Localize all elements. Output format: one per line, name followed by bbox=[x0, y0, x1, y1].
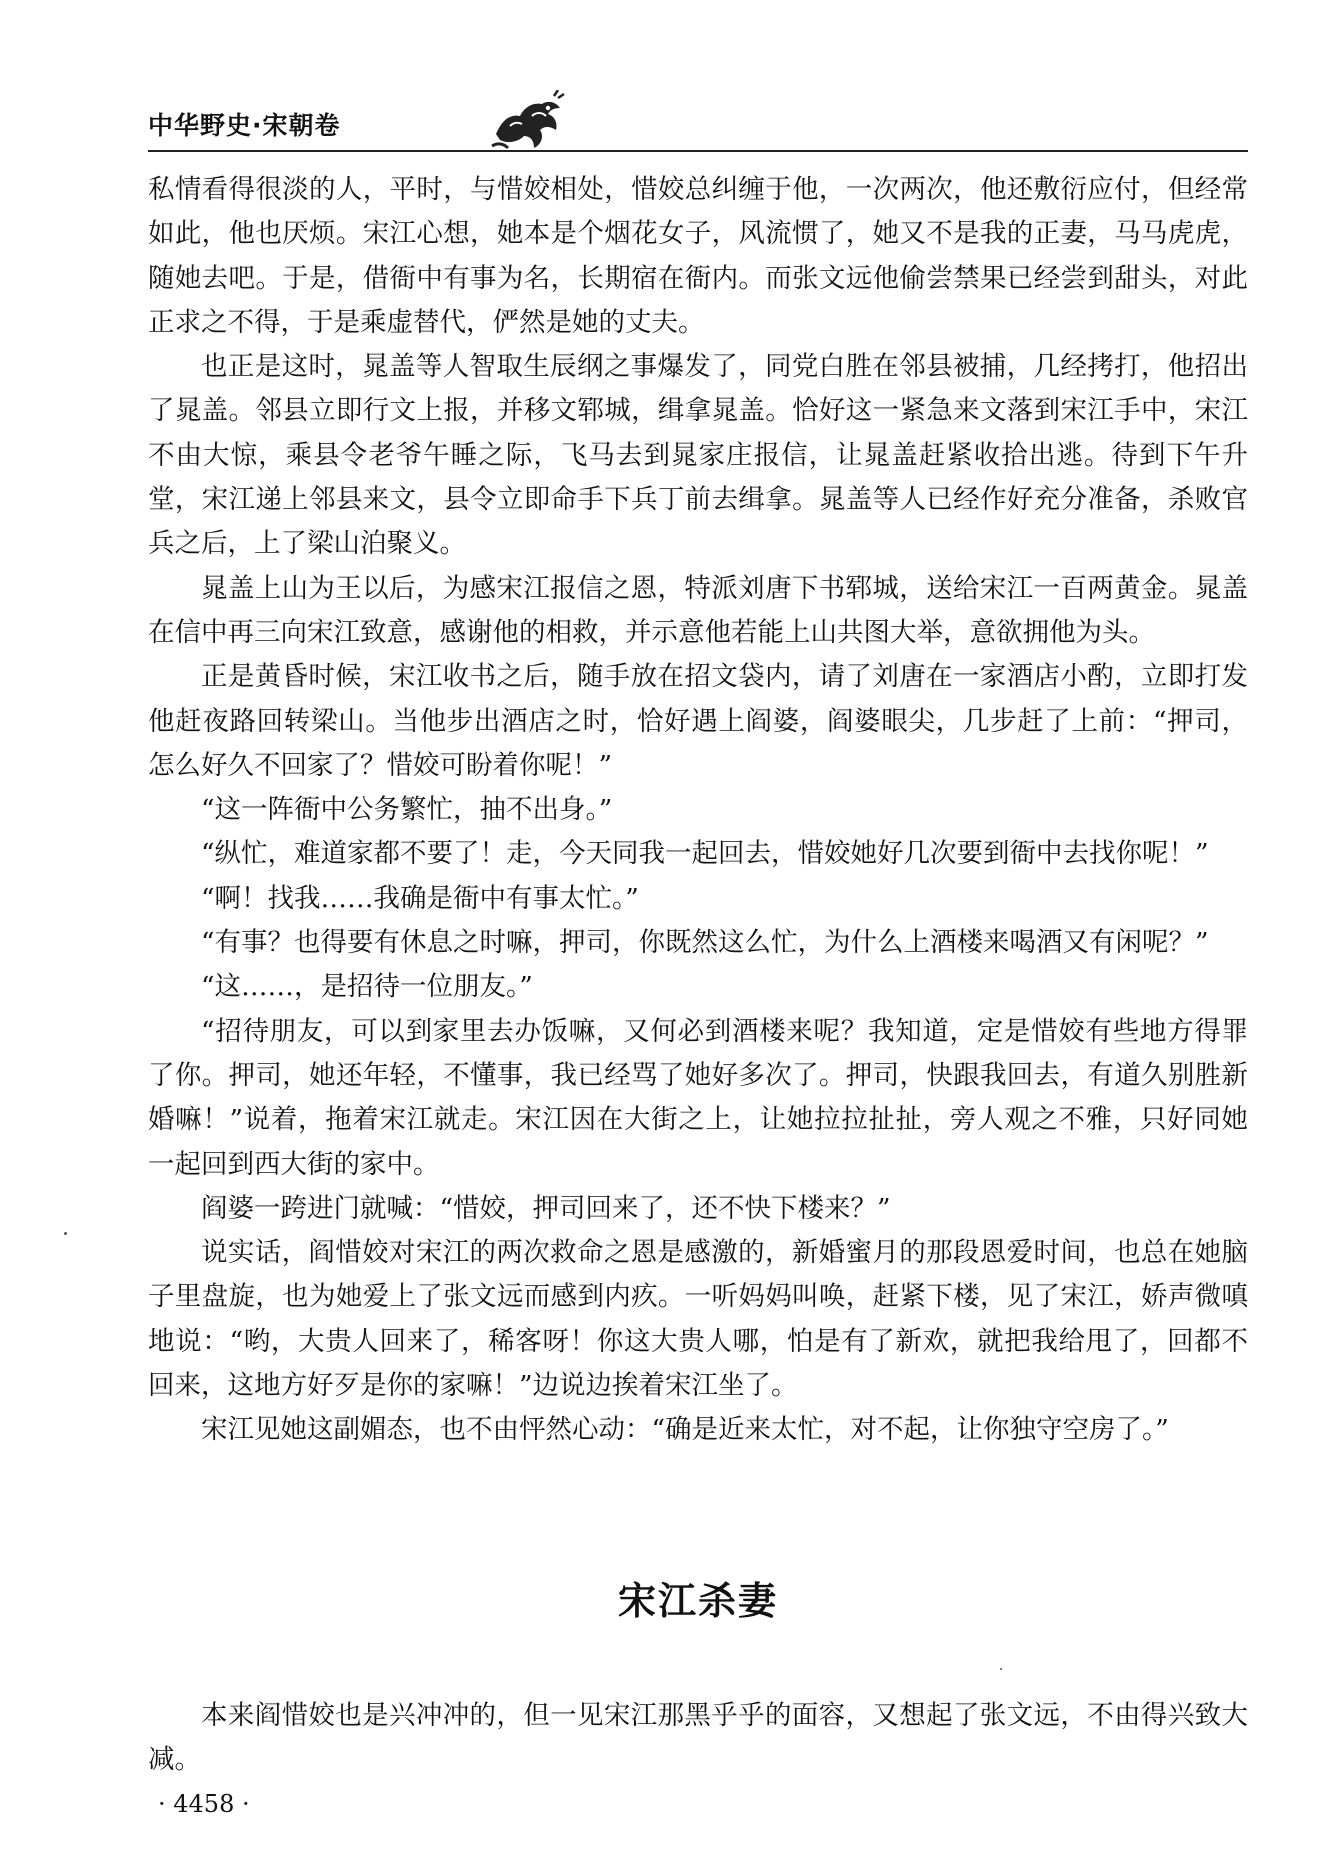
paragraph: 晁盖上山为王以后，为感宋江报信之恩，特派刘唐下书郓城，送给宋江一百两黄金。晁盖在信中再三向宋江致意，感谢他的相救，并示意他若能上山共图大举，意欲拥他为头。 bbox=[148, 572, 1248, 648]
paragraph: 私情看得很淡的人，平时，与惜姣相处，惜姣总纠缠于他，一次两次，他还敷衍应付，但经常如此，他也厌烦。宋江心想，她本是个烟花女子，风流惯了，她又不是我的正妻，马马虎虎，随她去吧。于是，借衙中有事为名，长期宿在衙内。而张文远他偷尝禁果已经尝到甜头，对此正求之不得，于是乘虚替代，俨然是她的丈夫。 bbox=[148, 174, 1248, 338]
scan-speck bbox=[1000, 1668, 1002, 1670]
main-text bbox=[148, 168, 1248, 1453]
section-text bbox=[148, 1694, 1248, 1783]
paragraph: “啊！找我……我确是衙中有事太忙。” bbox=[201, 882, 639, 914]
paragraph: “有事？也得要有休息之时嘛，押司，你既然这么忙，为什么上酒楼来喝酒又有闲呢？” bbox=[201, 927, 1209, 959]
paragraph: 说实话，阎惜姣对宋江的两次救命之恩是感激的，新婚蜜月的那段恩爱时间，也总在她脑子里盘旋，也为她爱上了张文远而感到内疚。一听妈妈叫唤，赶紧下楼，见了宋江，娇声微嗔地说：“哟，大贵人回来了，稀客呀！你这大贵人哪，怕是有了新欢，就把我给甩了，回都不回来，这地方好歹是你的家嘛！”边说边挨着宋江坐了。 bbox=[148, 1237, 1248, 1402]
paragraph: 宋江见她这副媚态，也不由怦然心动：“确是近来太忙，对不起，让你独守空房了。” bbox=[201, 1414, 1169, 1446]
page-number: · 4458 · bbox=[158, 1790, 250, 1818]
paragraph: 本来阎惜姣也是兴冲冲的，但一见宋江那黑乎乎的面容，又想起了张文远，不由得兴致大减。 bbox=[148, 1700, 1248, 1776]
paragraph: “这……，是招待一位朋友。” bbox=[201, 971, 533, 1003]
dragon-emblem-icon bbox=[488, 90, 568, 154]
paragraph: “纵忙，难道家都不要了！走，今天同我一起回去，惜姣她好几次要到衙中去找你呢！” bbox=[201, 838, 1209, 870]
paragraph: “这一阵衙中公务繁忙，抽不出身。” bbox=[201, 794, 613, 826]
paragraph: 正是黄昏时候，宋江收书之后，随手放在招文袋内，请了刘唐在一家酒店小酌，立即打发他赶夜路回转梁山。当他步出酒店之时，恰好遇上阎婆，阎婆眼尖，几步赶了上前：“押司，怎么好久不回家了？惜姣可盼着你呢！” bbox=[148, 661, 1248, 781]
section-heading: 宋江杀妻 bbox=[617, 1579, 778, 1623]
paragraph: 阎婆一跨进门就喊：“惜姣，押司回来了，还不快下楼来？” bbox=[201, 1192, 891, 1224]
paragraph: “招待朋友，可以到家里去办饭嘛，又何必到酒楼来呢？我知道，定是惜姣有些地方得罪了你。押司，她还年轻，不懂事，我已经骂了她好多次了。押司，快跟我回去，有道久别胜新婚嘛！”说着，拖着宋江就走。宋江因在大街之上，让她拉拉扯扯，旁人观之不雅，只好同她一起回到西大街的家中。 bbox=[148, 1015, 1248, 1180]
paragraph: 也正是这时，晁盖等人智取生辰纲之事爆发了，同党白胜在邻县被捕，几经拷打，他招出了晁盖。邻县立即行文上报，并移文郓城，缉拿晁盖。恰好这一紧急来文落到宋江手中，宋江不由大惊，乘县令老爷午睡之际，飞马去到晁家庄报信，让晁盖赶紧收拾出逃。待到下午升堂，宋江递上邻县来文，县令立即命手下兵丁前去缉拿。晁盖等人已经作好充分准备，杀败官兵之后，上了梁山泊聚义。 bbox=[148, 351, 1248, 560]
book-title: 中华野史·宋朝卷 bbox=[148, 111, 341, 140]
header-rule bbox=[148, 150, 1248, 152]
scan-speck bbox=[64, 1232, 67, 1235]
running-header bbox=[148, 100, 1248, 160]
